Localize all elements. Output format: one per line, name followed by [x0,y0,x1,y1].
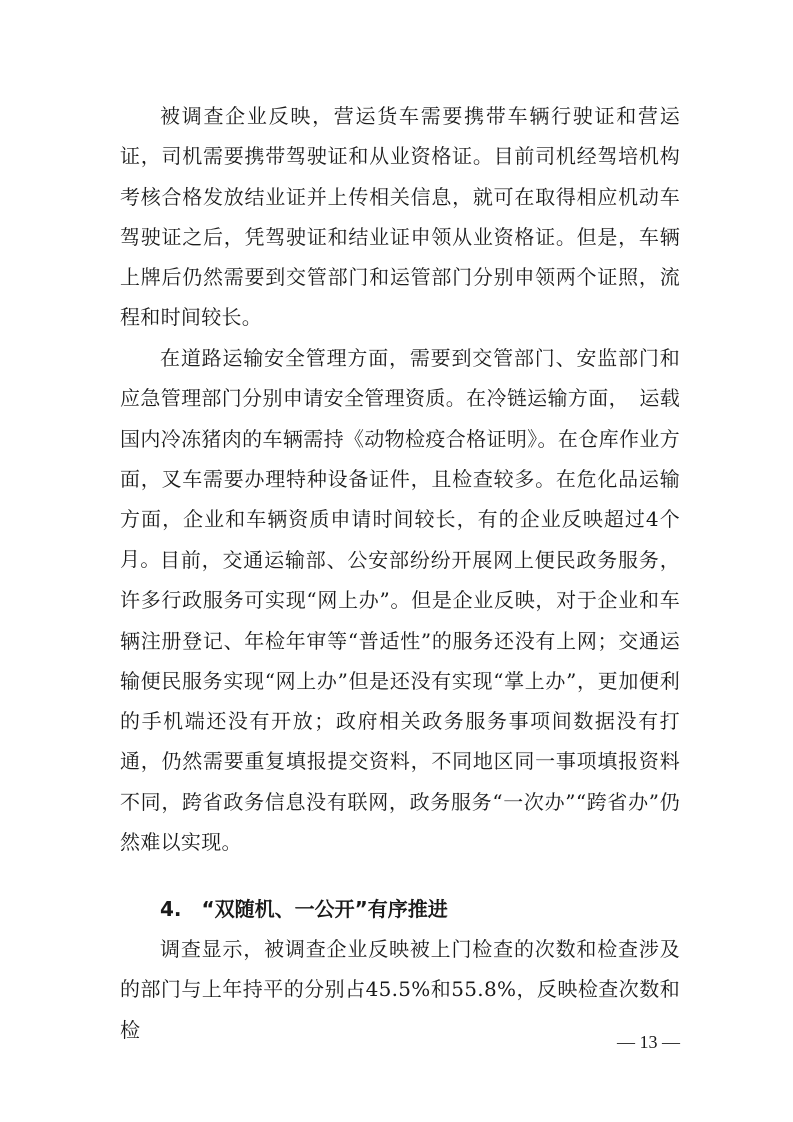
page-number: — 13 — [617,1032,680,1052]
paragraph-vehicle-licenses: 被调查企业反映，营运货车需要携带车辆行驶证和营运证，司机需要携带驾驶证和从业资格证。目前司机经驾培机构考核合格发放结业证并上传相关信息，就可在取得相应机动车驾驶证之后，凭驾驶证和结业证申领从业资格证。但是，车辆上牌后仍然需要到交管部门和运管部门分别申领两个证照，流程和时间较长。 [120,104,680,330]
paragraph-safety-management: 在道路运输安全管理方面，需要到交管部门、安监部门和应急管理部门分别申请安全管理资质。在冷链运输方面， 运载国内冷冻猪肉的车辆需持《动物检疫合格证明》。在仓库作业方面，叉车需要办理特种设备证件，且检查较多。在危化品运输方面，企业和车辆资质申请时间较长，有的企业反映超过4个月。 [120,346,680,572]
paragraph-online-services: 目前，交通运输部、公安部纷纷开展网上便民政务服务，许多行政服务可实现“网上办”。但是企业反映，对于企业和车辆注册登记、年检年审等“普适性”的服务还没有上网；交通运输便民服务实现“网上办”但是还没有实现“掌上办”，更加便利的手机端还没有开放；政府相关政务服务事项间数据没有打通，仍然需要重复填报提交资料，不同地区同一事项填报资料不同，跨省政务信息没有联网，政务服务“一次办”“跨省办”仍然难以实现。 [120,548,680,855]
section-heading: 4. “双随机、一公开”有序推进 [160,897,448,921]
paragraph-inspection-survey: 调查显示，被调查企业反映被上门检查的次数和检查涉及的部门与上年持平的分别占45.5%和55.8%，反映检查次数和检 [120,937,680,1042]
